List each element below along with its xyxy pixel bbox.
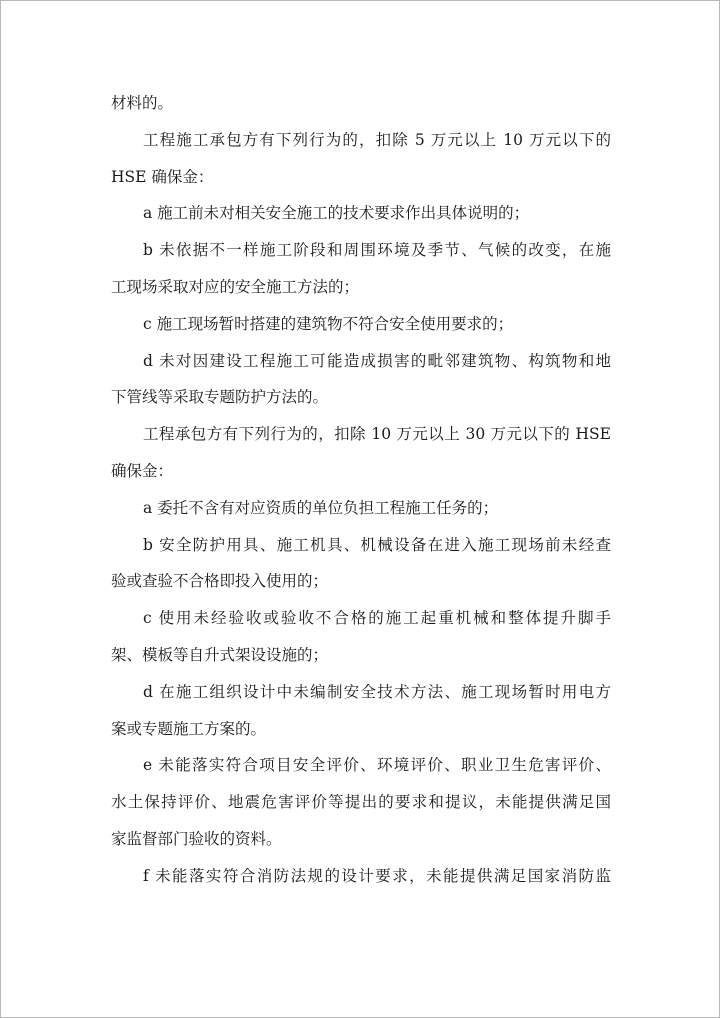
list-item: e 未能落实符合项目安全评价、环境评价、职业卫生危害评价、 bbox=[143, 756, 611, 775]
list-item: b 安全防护用具、施工机具、机械设备在进入施工现场前未经查 bbox=[143, 535, 611, 554]
text-line: 下管线等采取专题防护方法的。 bbox=[111, 388, 329, 407]
list-item: f 未能落实符合消防法规的设计要求，未能提供满足国家消防监 bbox=[143, 866, 611, 885]
list-item: d 在施工组织设计中未编制安全技术方法、施工现场暂时用电方 bbox=[143, 682, 611, 701]
list-item: d 未对因建设工程施工可能造成损害的毗邻建筑物、构筑物和地 bbox=[143, 351, 611, 370]
list-item: a 施工前未对相关安全施工的技术要求作出具体说明的； bbox=[143, 204, 530, 223]
text-line: 确保金： bbox=[111, 461, 174, 480]
text-line: 架、模板等自升式架设设施的； bbox=[111, 645, 329, 664]
document-body bbox=[111, 85, 611, 895]
text-line: 水土保持评价、地震危害评价等提出的要求和提议，未能提供满足国 bbox=[111, 793, 611, 812]
paragraph-heading: 工程施工承包方有下列行为的，扣除 5 万元以上 10 万元以下的 bbox=[143, 130, 611, 149]
text-line: 材料的。 bbox=[111, 94, 174, 112]
list-item: b 未依据不一样施工阶段和周围环境及季节、气候的改变，在施 bbox=[143, 241, 611, 260]
list-item: c 施工现场暂时搭建的建筑物不符合安全使用要求的； bbox=[143, 314, 514, 333]
text-line: 工现场采取对应的安全施工方法的； bbox=[111, 277, 360, 296]
text-line: 家监督部门验收的资料。 bbox=[111, 829, 282, 848]
text-line: 案或专题施工方案的。 bbox=[111, 719, 267, 738]
paragraph-heading: 工程承包方有下列行为的，扣除 10 万元以上 30 万元以下的 HSE bbox=[143, 425, 611, 444]
list-item: c 使用未经验收或验收不合格的施工起重机械和整体提升脚手 bbox=[143, 609, 611, 628]
text-line: HSE 确保金： bbox=[111, 167, 214, 186]
text-line: 验或查验不合格即投入使用的； bbox=[111, 572, 329, 591]
list-item: a 委托不含有对应资质的单位负担工程施工任务的； bbox=[143, 498, 499, 517]
